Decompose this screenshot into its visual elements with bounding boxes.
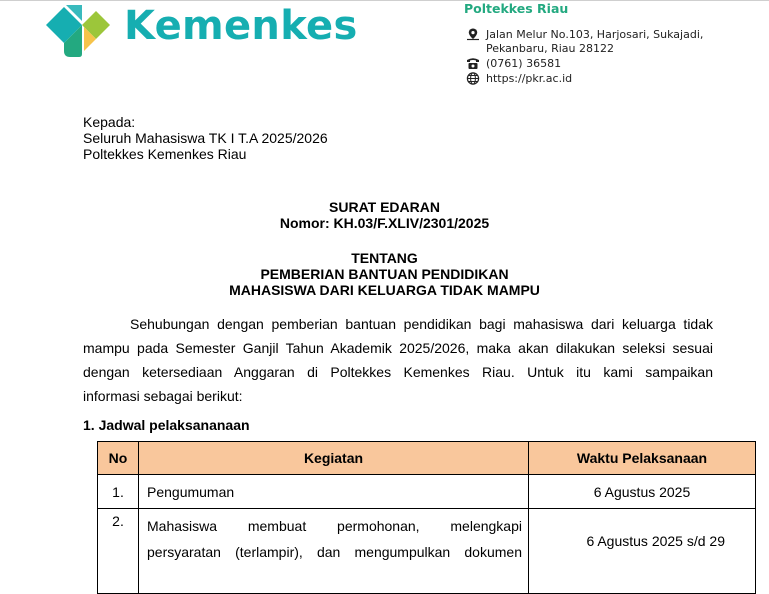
body-line-2: mampu pada Semester Ganjil Tahun Akademik 2025/2026, maka akan dilakukan seleksi sesuai (83, 340, 713, 356)
letter-number: Nomor: KH.03/F.XLIV/2301/2025 (279, 215, 490, 231)
address-line-1: Jalan Melur No.103, Harjosari, Sukajadi, (486, 28, 704, 41)
recipient-line-1: Seluruh Mahasiswa TK I T.A 2025/2026 (83, 130, 328, 146)
table-header-row (98, 442, 756, 475)
website-link[interactable]: https://pkr.ac.id (486, 72, 573, 85)
cell-no: 1. (98, 475, 139, 509)
cell-kegiatan: Pengumuman (139, 475, 529, 509)
top-border (0, 0, 769, 1)
globe-icon (466, 72, 480, 85)
schedule-table (97, 441, 756, 594)
cell-waktu: 6 Agustus 2025 s/d 29 (529, 509, 756, 594)
letter-type: SURAT EDARAN (329, 199, 440, 215)
institution-name: Poltekkes Riau (464, 1, 569, 16)
address-line-2: Pekanbaru, Riau 28122 (486, 42, 615, 55)
about-label: TENTANG (351, 250, 418, 266)
cell-no: 2. (98, 509, 139, 594)
phone-number: (0761) 36581 (486, 57, 562, 70)
subject-line-2: MAHASISWA DARI KELUARGA TIDAK MAMPU (229, 282, 540, 298)
body-line-4: informasi sebagai berikut: (83, 388, 243, 404)
cell-kegiatan-line-2: persyaratan (terlampir), dan mengumpulkan dokumen (147, 544, 522, 560)
subject-line-1: PEMBERIAN BANTUAN PENDIDIKAN (260, 266, 509, 282)
body-paragraph (83, 316, 713, 412)
table-row (98, 509, 756, 594)
table-row (98, 475, 756, 509)
header-kegiatan: Kegiatan (139, 442, 529, 475)
cell-kegiatan (139, 509, 529, 594)
body-line-3: dengan ketersediaan Anggaran di Poltekkes Kemenkes Riau. Untuk itu kami sampaikan (83, 364, 713, 380)
header-waktu: Waktu Pelaksanaan (529, 442, 756, 475)
brand-name: Kemenkes (124, 3, 358, 49)
telephone-icon (466, 57, 480, 70)
to-label: Kepada: (83, 114, 136, 130)
body-line-1: Sehubungan dengan pemberian bantuan pendidikan bagi mahasiswa dari keluarga tidak (130, 316, 713, 332)
location-pin-icon (466, 28, 480, 41)
cell-waktu: 6 Agustus 2025 (529, 475, 756, 509)
kemenkes-logo-icon (44, 2, 114, 58)
cell-kegiatan-line-1: Mahasiswa membuat permohonan, melengkapi (147, 518, 522, 534)
header-no: No (98, 442, 139, 475)
recipient-line-2: Poltekkes Kemenkes Riau (83, 146, 247, 162)
section-title: 1. Jadwal pelaksananaan (83, 417, 250, 433)
